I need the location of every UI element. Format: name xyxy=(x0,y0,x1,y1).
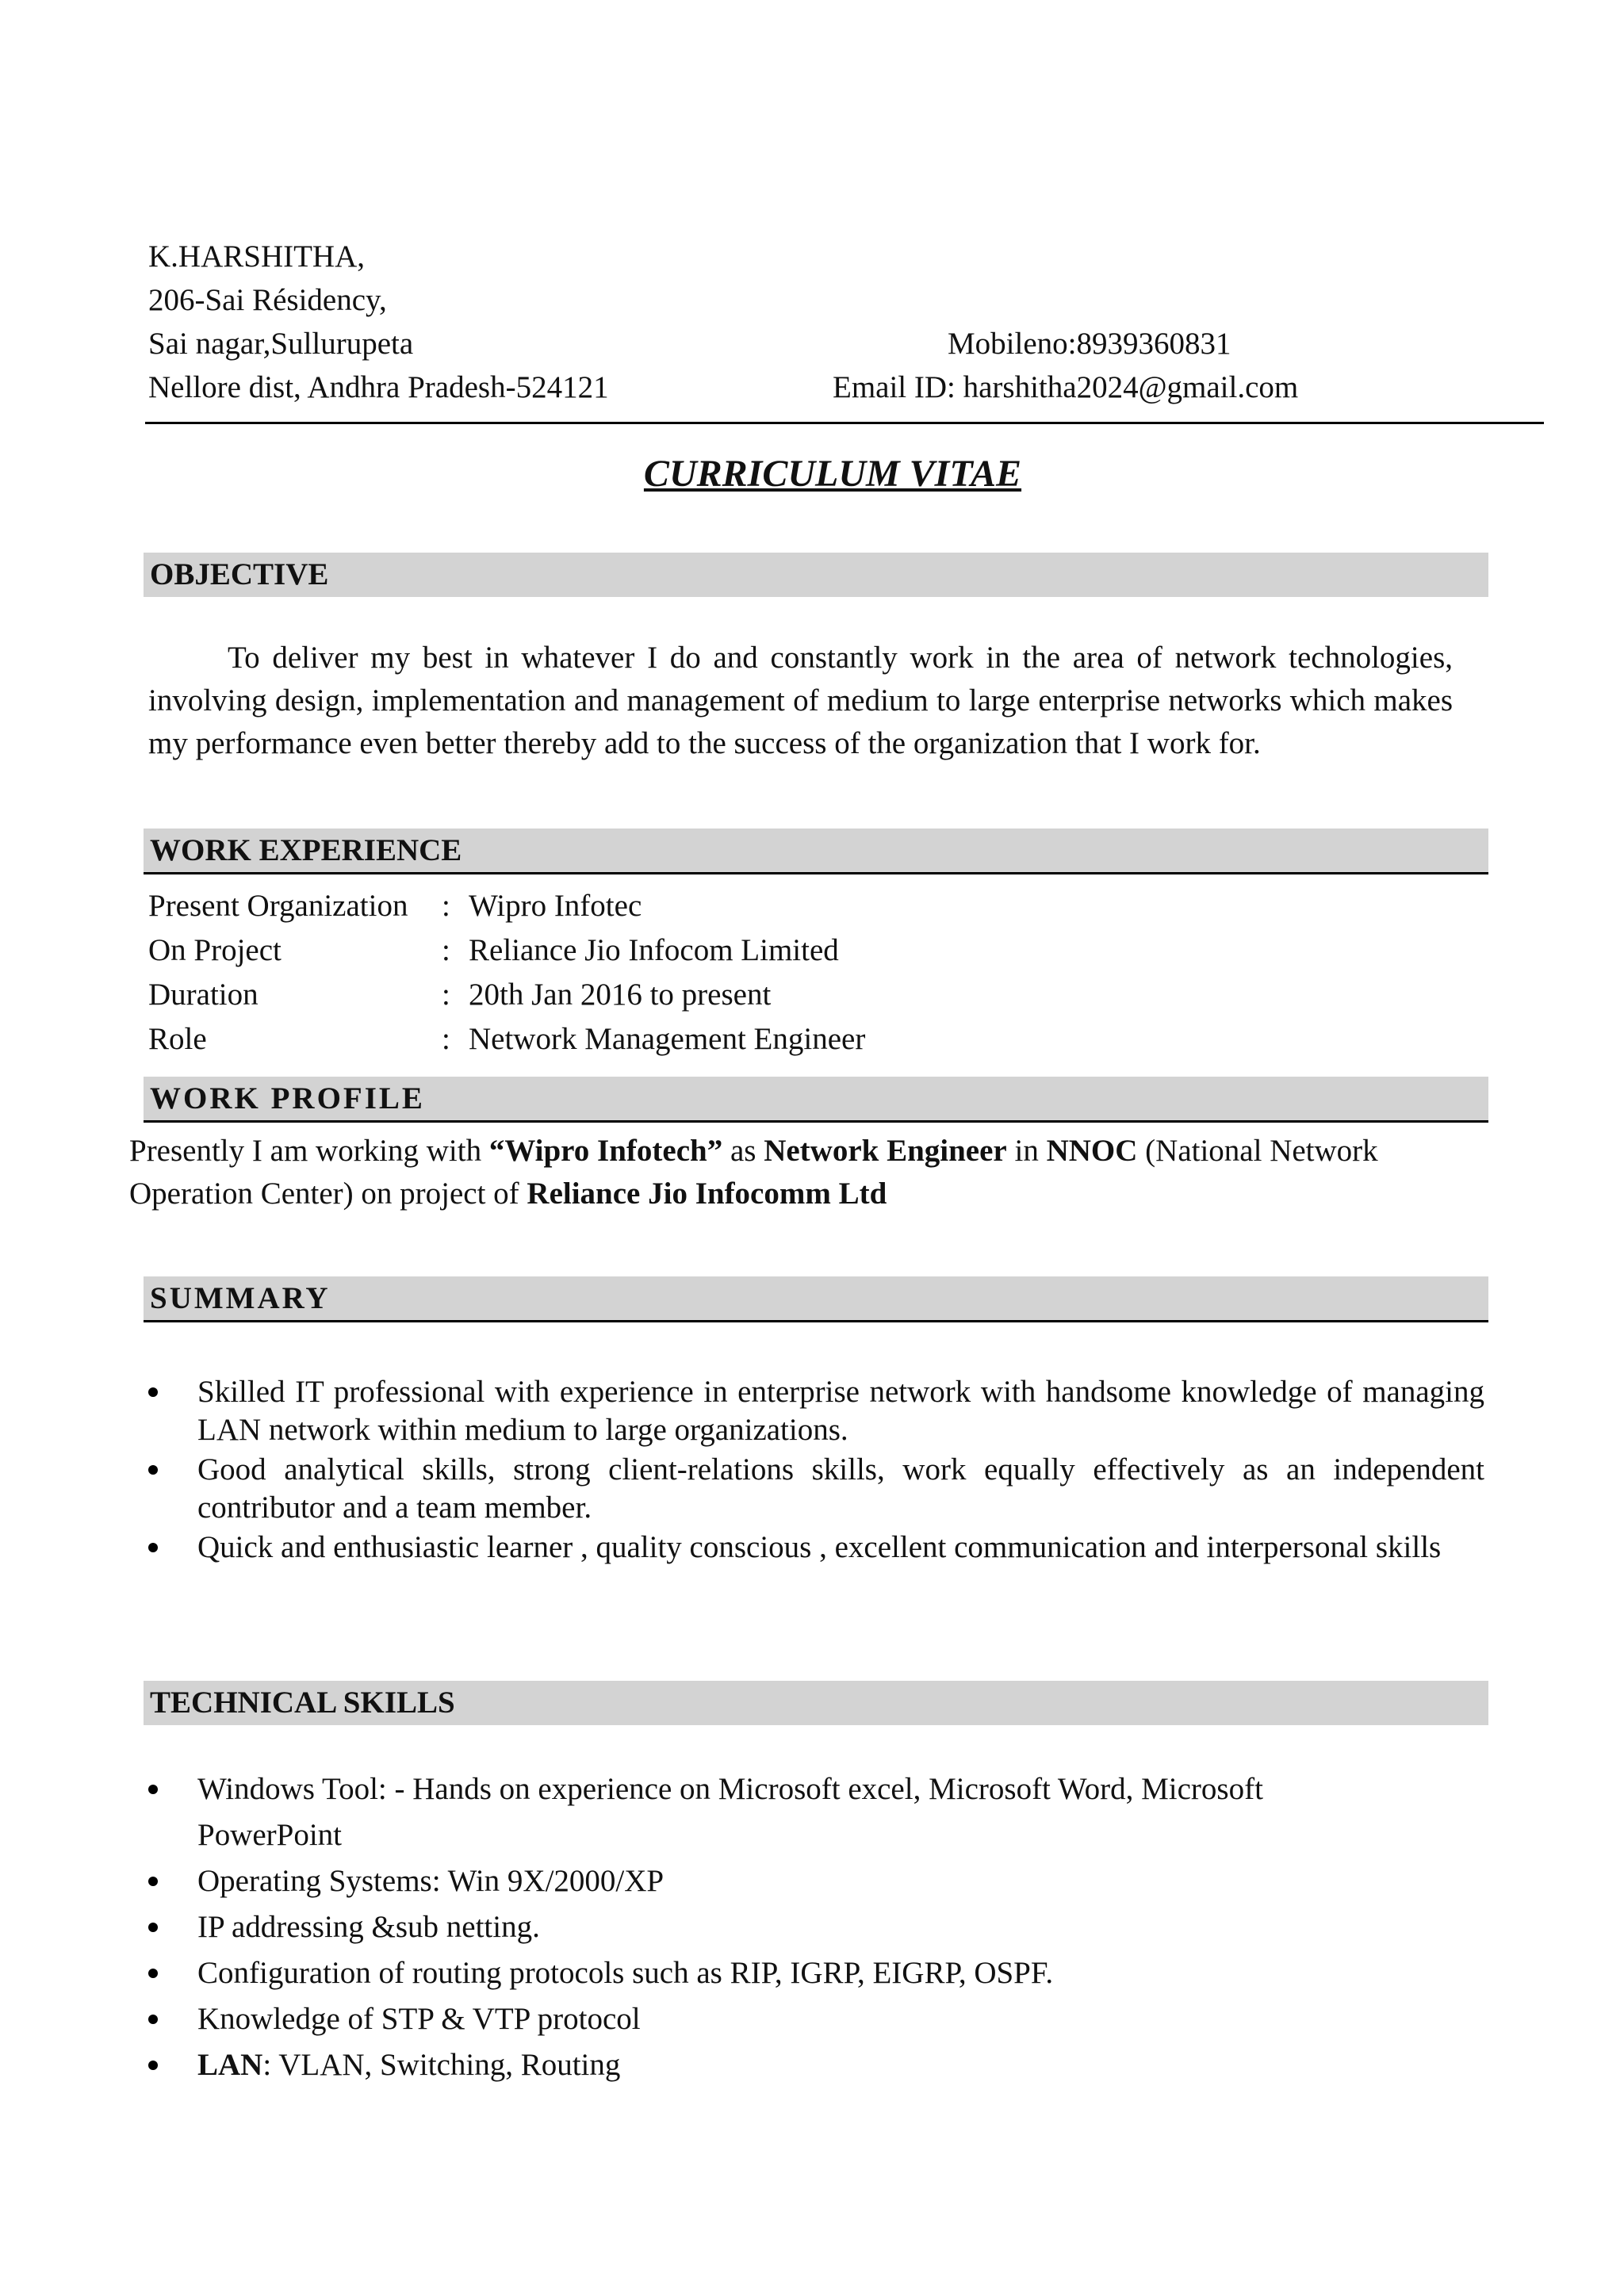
on-project-value: Reliance Jio Infocom Limited xyxy=(469,933,839,967)
skill-item-text: Operating Systems: Win 9X/2000/XP xyxy=(197,1864,665,1898)
work-experience-heading: WORK EXPERIENCE xyxy=(150,833,462,867)
work-experience-rule xyxy=(144,872,1488,874)
work-profile-heading: WORK PROFILE xyxy=(150,1081,425,1115)
summary-item-text: Skilled IT professional with experience in enterprise network with handsome knowledge of managing LAN network within medium to large organizations. xyxy=(197,1375,1484,1447)
role-key: Role xyxy=(148,1022,207,1056)
bullet-icon xyxy=(148,1923,158,1932)
objective-heading: OBJECTIVE xyxy=(150,557,329,591)
skill-item-text: IP addressing &sub netting. xyxy=(197,1910,540,1944)
summary-heading-band xyxy=(144,1276,1488,1321)
skill-item xyxy=(197,1766,1498,1812)
mobile-number: Mobileno:8939360831 xyxy=(948,327,1231,361)
address-line-2: Sai nagar,Sullurupeta xyxy=(148,327,414,361)
team-name: NNOC xyxy=(1046,1134,1138,1168)
skill-item-text: : VLAN, Switching, Routing xyxy=(262,2048,621,2082)
duration-key: Duration xyxy=(148,978,259,1012)
on-project-key: On Project xyxy=(148,933,282,967)
candidate-name: K.HARSHITHA, xyxy=(148,239,365,274)
objective-heading-band xyxy=(144,553,1488,597)
summary-item xyxy=(197,1529,1484,1567)
role-colon: : xyxy=(442,1022,450,1056)
role-value: Network Management Engineer xyxy=(469,1022,866,1056)
bullet-icon xyxy=(148,1387,158,1397)
bullet-icon xyxy=(148,1465,158,1475)
summary-item-text: Quick and enthusiastic learner , quality conscious , excellent communication and interpersonal skills xyxy=(197,1530,1442,1564)
on-project-colon: : xyxy=(442,933,450,967)
work-profile-text-2: as xyxy=(722,1134,764,1168)
address-line-3: Nellore dist, Andhra Pradesh-524121 xyxy=(148,370,609,404)
bullet-icon xyxy=(148,2061,158,2070)
skill-item-text: Knowledge of STP & VTP protocol xyxy=(197,2002,641,2036)
skill-item xyxy=(197,2042,1498,2088)
work-profile-text xyxy=(129,1130,1477,1215)
bullet-icon xyxy=(148,1969,158,1978)
address-line-1: 206-Sai Résidency, xyxy=(148,283,387,317)
work-profile-text-1: Presently I am working with xyxy=(129,1134,489,1168)
bullet-icon xyxy=(148,1543,158,1552)
bullet-icon xyxy=(148,2015,158,2024)
email-address: Email ID: harshitha2024@gmail.com xyxy=(833,370,1299,404)
present-organization-value: Wipro Infotec xyxy=(469,889,642,923)
summary-list xyxy=(197,1373,1484,1568)
summary-item xyxy=(197,1451,1484,1527)
skill-item-continuation xyxy=(197,1812,1498,1858)
summary-item xyxy=(197,1373,1484,1449)
duration-value: 20th Jan 2016 to present xyxy=(469,978,772,1012)
work-profile-rule xyxy=(144,1120,1488,1123)
work-profile-text-4: (National Network Operation Center) on project of xyxy=(129,1134,1378,1211)
summary-item-text: Good analytical skills, strong client-relations skills, work equally effectively as an independent contributor and a team member. xyxy=(197,1452,1484,1525)
skill-item-text: PowerPoint xyxy=(197,1818,343,1852)
skill-item-text: Configuration of routing protocols such as RIP, IGRP, EIGRP, OSPF. xyxy=(197,1956,1054,1990)
bullet-icon xyxy=(148,1877,158,1886)
technical-skills-heading: TECHNICAL SKILLS xyxy=(150,1686,455,1720)
skill-item xyxy=(197,1904,1498,1950)
summary-heading: SUMMARY xyxy=(150,1281,331,1315)
skill-item xyxy=(197,1858,1498,1904)
work-profile-text-3: in xyxy=(1006,1134,1047,1168)
present-organization-key: Present Organization xyxy=(148,889,408,923)
technical-skills-list xyxy=(197,1766,1498,2088)
skill-item xyxy=(197,1996,1498,2042)
skill-item-text: Windows Tool: - Hands on experience on Microsoft excel, Microsoft Word, Microsoft xyxy=(197,1772,1263,1806)
duration-colon: : xyxy=(442,978,450,1012)
bullet-icon xyxy=(148,1785,158,1794)
present-organization-colon: : xyxy=(442,889,450,923)
objective-text: To deliver my best in whatever I do and constantly work in the area of network technologies, involving design, implementation and management of medium to large enterprise networks which makes my performance even better thereby add to the success of the organization that I work for. xyxy=(148,641,1453,760)
skill-item xyxy=(197,1950,1498,1996)
client-name: Reliance Jio Infocomm Ltd xyxy=(527,1177,887,1211)
skill-item-bold: LAN xyxy=(197,2048,263,2082)
header-divider xyxy=(145,422,1544,424)
job-title: Network Engineer xyxy=(764,1134,1007,1168)
summary-rule xyxy=(144,1320,1488,1322)
document-title: CURRICULUM VITAE xyxy=(643,453,1022,495)
employer-name: “Wipro Infotech” xyxy=(488,1134,723,1168)
